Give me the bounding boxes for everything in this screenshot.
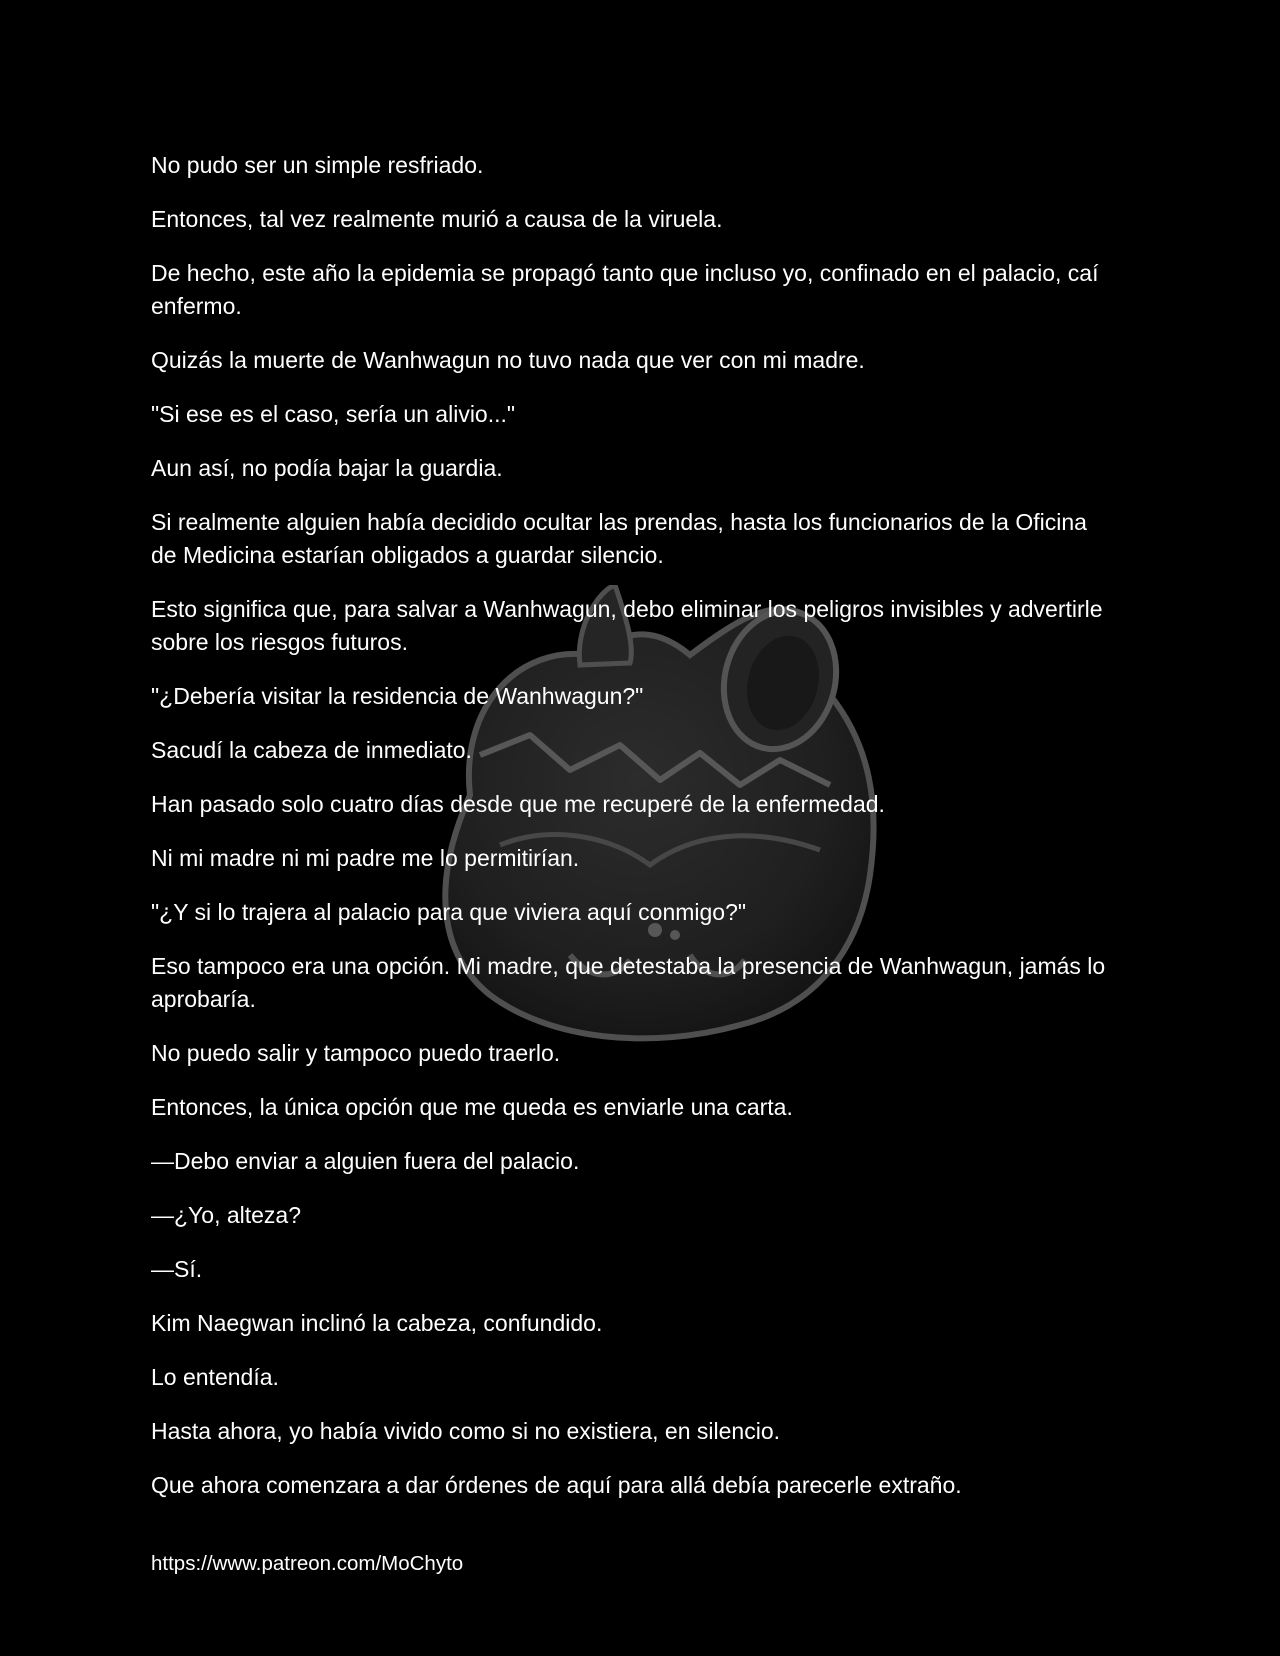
paragraph: "¿Y si lo trajera al palacio para que viviera aquí conmigo?"	[151, 899, 747, 925]
paragraph: Eso tampoco era una opción. Mi madre, que detestaba la presencia de Wanhwagun, jamás lo aprobaría.	[151, 953, 1106, 1012]
paragraph: Han pasado solo cuatro días desde que me recuperé de la enfermedad.	[151, 791, 885, 817]
paragraph: Ni mi madre ni mi padre me lo permitirían.	[151, 845, 580, 871]
paragraph: Aun así, no podía bajar la guardia.	[151, 455, 503, 481]
paragraph: —Sí.	[151, 1256, 203, 1282]
patreon-link[interactable]: https://www.patreon.com/MoChyto	[151, 1552, 464, 1575]
paragraph: De hecho, este año la epidemia se propagó tanto que incluso yo, confinado en el palacio, caí enfermo.	[151, 260, 1099, 319]
paragraph: Hasta ahora, yo había vivido como si no existiera, en silencio.	[151, 1418, 780, 1444]
chapter-text	[151, 149, 1111, 1523]
paragraph: Esto significa que, para salvar a Wanhwagun, debo eliminar los peligros invisibles y advertirle sobre los riesgos futuros.	[151, 596, 1103, 655]
paragraph: No puedo salir y tampoco puedo traerlo.	[151, 1040, 561, 1066]
paragraph: —¿Yo, alteza?	[151, 1202, 302, 1228]
paragraph: Entonces, la única opción que me queda es enviarle una carta.	[151, 1094, 793, 1120]
paragraph: Quizás la muerte de Wanhwagun no tuvo nada que ver con mi madre.	[151, 347, 865, 373]
paragraph: Sacudí la cabeza de inmediato.	[151, 737, 472, 763]
paragraph: No pudo ser un simple resfriado.	[151, 152, 484, 178]
paragraph: Lo entendía.	[151, 1364, 279, 1390]
paragraph: "Si ese es el caso, sería un alivio..."	[151, 401, 516, 427]
paragraph: "¿Debería visitar la residencia de Wanhwagun?"	[151, 683, 644, 709]
paragraph: Si realmente alguien había decidido ocultar las prendas, hasta los funcionarios de la Oficina de Medicina estarían obligados a guardar silencio.	[151, 509, 1087, 568]
paragraph: —Debo enviar a alguien fuera del palacio.	[151, 1148, 580, 1174]
paragraph: Kim Naegwan inclinó la cabeza, confundido.	[151, 1310, 603, 1336]
paragraph: Que ahora comenzara a dar órdenes de aquí para allá debía parecerle extraño.	[151, 1472, 962, 1498]
paragraph: Entonces, tal vez realmente murió a causa de la viruela.	[151, 206, 723, 232]
